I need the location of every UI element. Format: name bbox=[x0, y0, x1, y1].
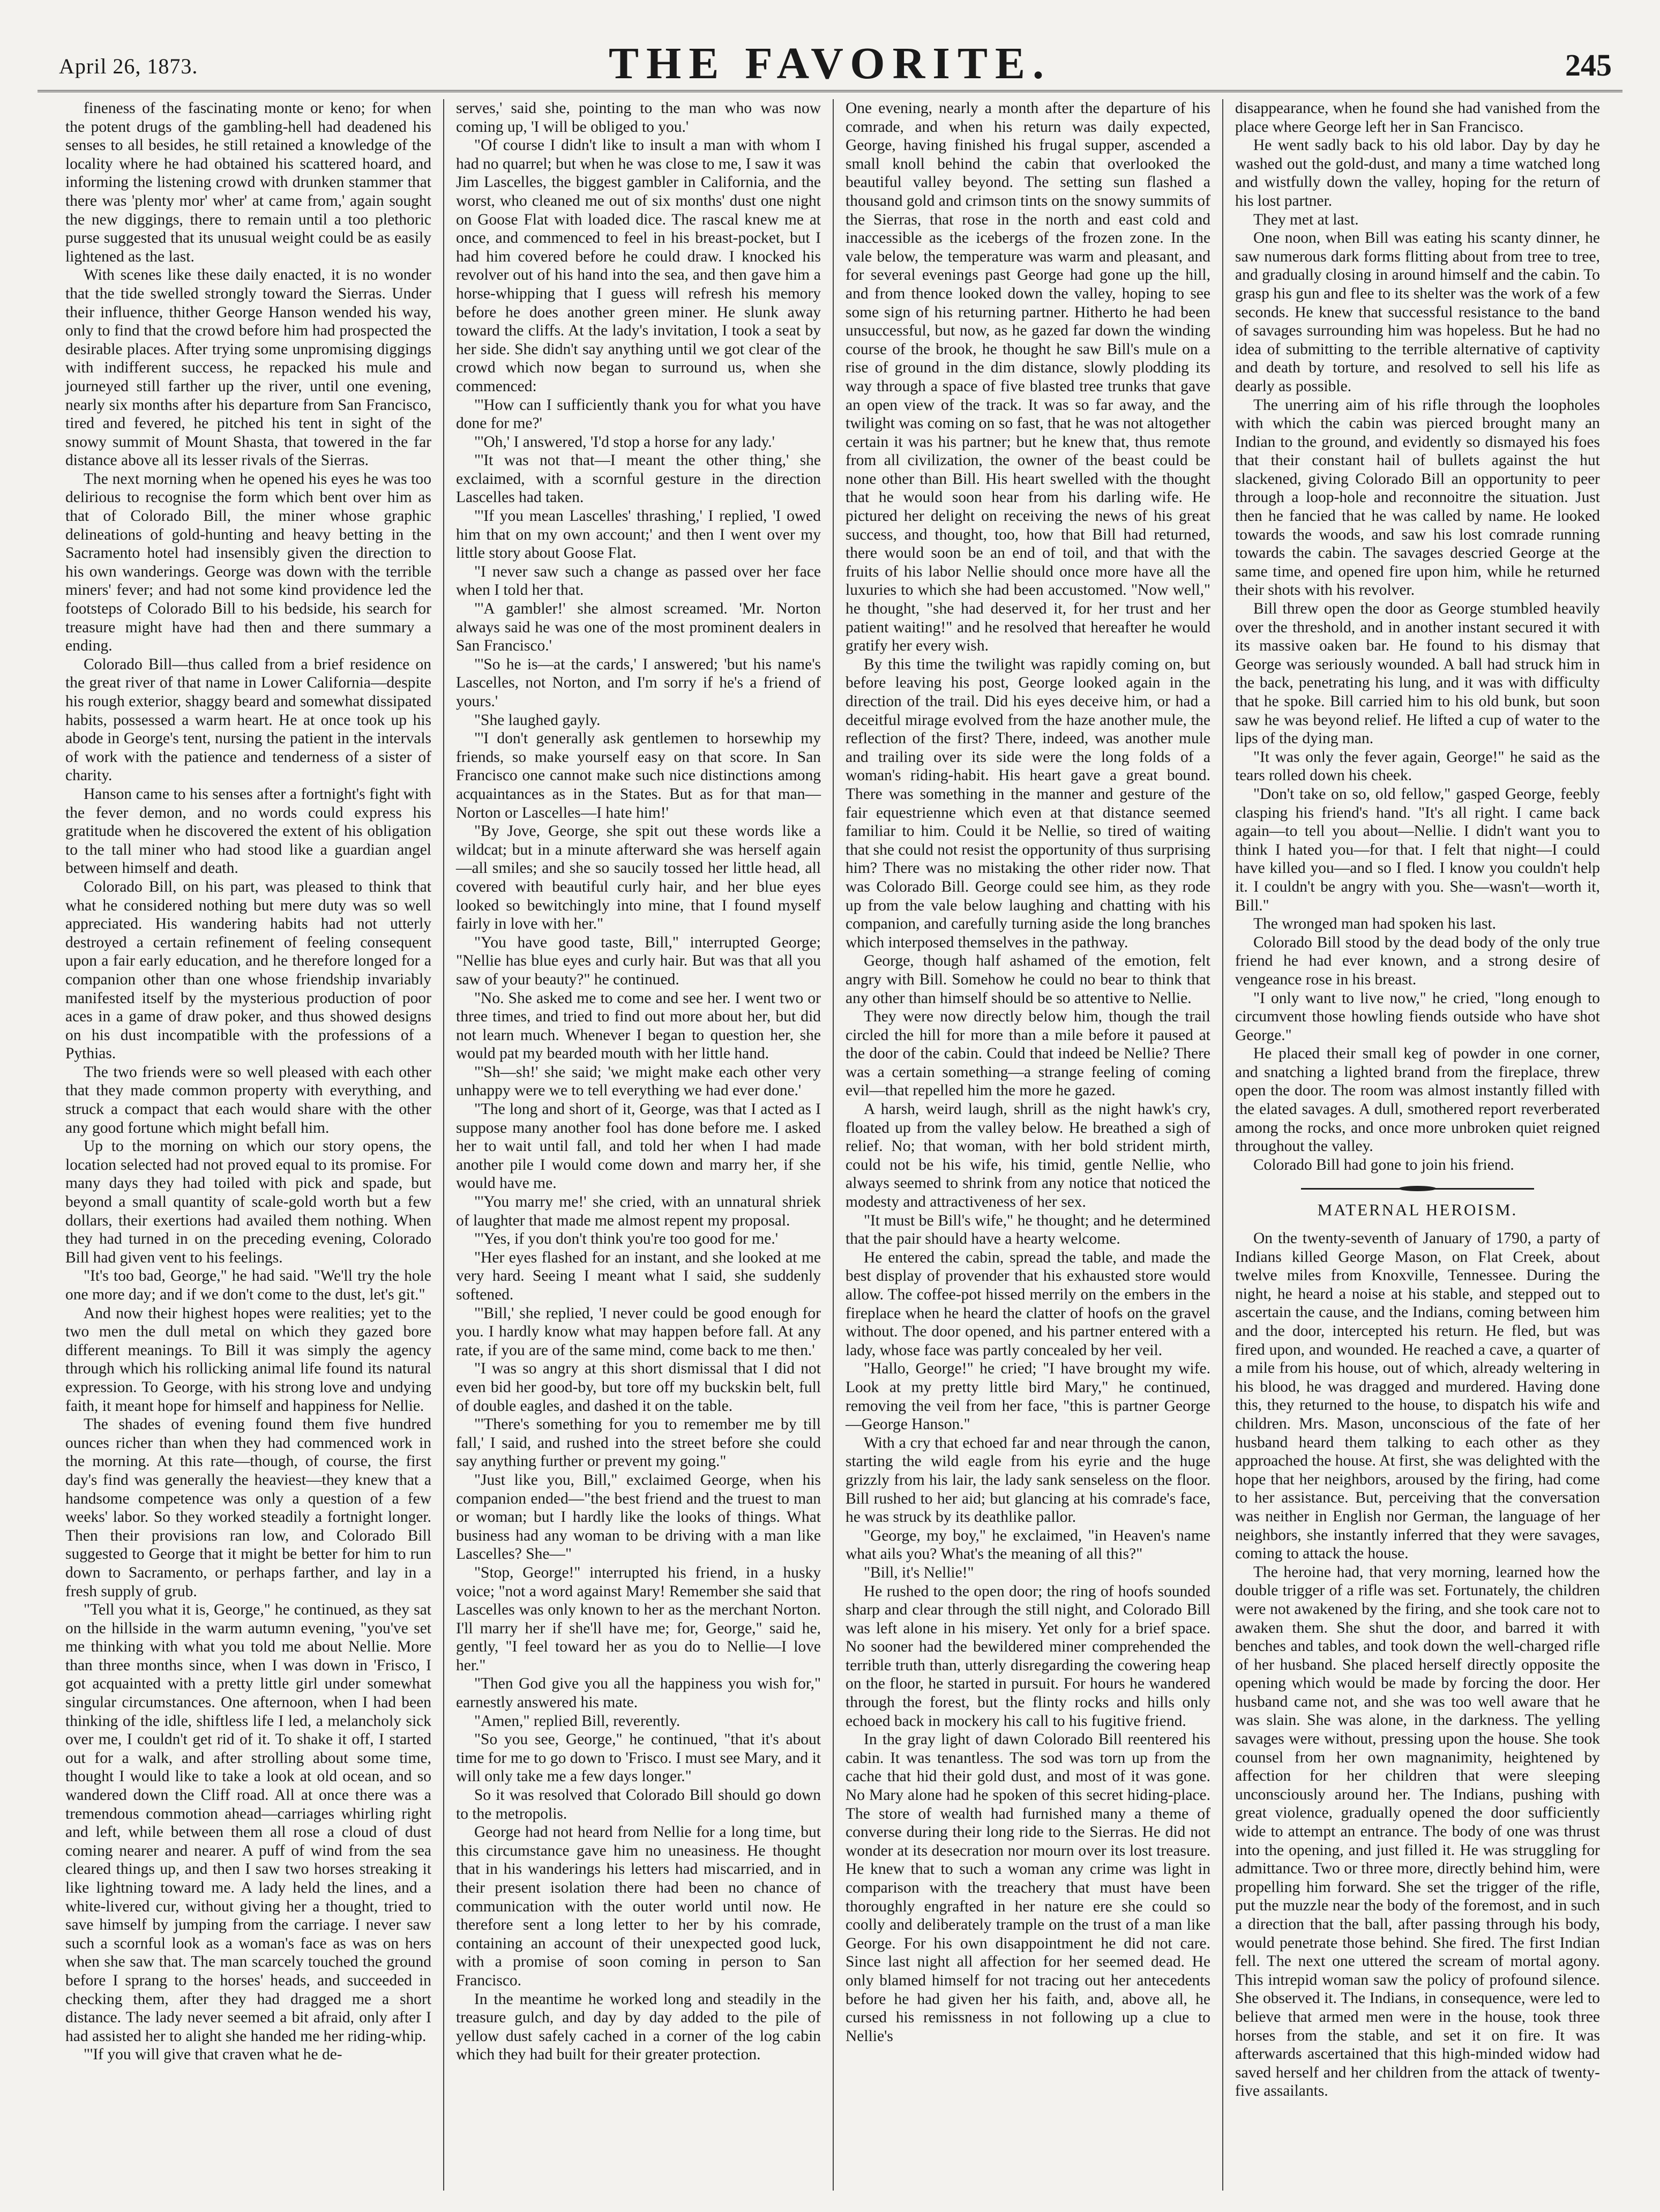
story-paragraph: "'If you will give that craven what he de- bbox=[84, 2046, 342, 2064]
story-paragraph: He placed their small keg of powder in one corner, and snatching a lighted brand from the fireplace, threw open the door. The room was almost instantly filled with the elated savages. A dull, smothered report reverberated among the rocks, and once more unbroken quiet reigned throughout the valley. bbox=[1235, 1045, 1600, 1155]
story-paragraph: "I never saw such a change as passed over her face when I told her that. bbox=[456, 563, 821, 599]
story-paragraph: The wronged man had spoken his last. bbox=[1253, 915, 1497, 933]
story-paragraph: "Of course I didn't like to insult a man with whom I had no quarrel; but when he was close to me, I saw it was Jim Lascelles, the biggest gambler in California, and the worst, who cleaned me out of six months' dust one night on Goose Flat with loaded dice. The rascal knew me at once, and commenced to feel in his breast-pocket, but I had him covered before he could draw. I knocked his revolver out of his hand into the sea, and then gave him a horse-whipping that I guess will refresh his memory before he does another green miner. He slunk away toward the cliffs. At the lady's invitation, I took a seat by her side. She didn't say anything until we got clear of the crowd which now began to surround us, when she commenced: bbox=[456, 137, 821, 395]
story-paragraph: Colorado Bill—thus called from a brief residence on the great river of that name in Lower California—despite his rough exterior, shaggy beard and somewhat dissipated habits, possessed a warm heart. He at once took up his abode in George's tent, nursing the patient in the intervals of work with the patience and tenderness of a sister of charity. bbox=[65, 655, 431, 784]
story-paragraph: "'So he is—at the cards,' I answered; 'but his name's Lascelles, not Norton, and I'm sorry if he's a friend of yours.' bbox=[456, 655, 821, 710]
story-paragraph: "So you see, George," he continued, "that it's about time for me to go down to 'Frisco. I must see Mary, and it will only take me a few days longer." bbox=[456, 1731, 821, 1785]
story-paragraph: "I only want to live now," he cried, "long enough to circumvent those howling fiends outside who have shot George." bbox=[1235, 989, 1600, 1044]
story-paragraph: "By Jove, George, she spit out these words like a wildcat; but in a minute afterward she was herself again—all smiles; and she so saucily tossed her little head, all covered with beautiful curly hair, and her blue eyes looked so bewitchingly into mine, that I found myself fairly in love with her." bbox=[456, 823, 821, 933]
issue-date: April 26, 1873. bbox=[59, 54, 198, 78]
story-paragraph: The unerring aim of his rifle through the loopholes with which the cabin was pierced brought many an Indian to the ground, and evidently so dismayed his foes that their constant hail of bullets against the hut slackened, giving Colorado Bill an opportunity to peer through a loop-hole and reconnoitre the situation. Just then he fancied that he was called by name. He looked towards the woods, and saw his lost comrade running towards the cabin. The savages descried George at the same time, and opened fire upon him, while he returned their shots with his revolver. bbox=[1235, 396, 1600, 599]
story-paragraph: A harsh, weird laugh, shrill as the night hawk's cry, floated up from the valley below. He breathed a sigh of relief. No; that woman, with her bold strident mirth, could not be his wife, his timid, gentle Nellie, who always seemed to shrink from any notice that noticed the modesty and attractiveness of her sex. bbox=[846, 1101, 1210, 1211]
story-paragraph: "I was so angry at this short dismissal that I did not even bid her good-by, but tore off my buckskin belt, full of double eagles, and dashed it on the table. bbox=[456, 1360, 821, 1415]
story-paragraph: Hanson came to his senses after a fortnight's fight with the fever demon, and no words could express his gratitude when he discovered the extent of his obligation to the tall miner who had stood like a guardian angel between himself and death. bbox=[65, 785, 431, 877]
story-paragraph: "George, my boy," he exclaimed, "in Heaven's name what ails you? What's the meaning of all this?" bbox=[846, 1527, 1210, 1563]
story-paragraph: "Don't take on so, old fellow," gasped George, feebly clasping his friend's hand. "It's all right. I came back again—to tell you about—Nellie. I didn't want you to think I hated you—for that. I felt that night—I could have killed you—and so I fled. I know you couldn't help it. I couldn't be angry with you. She—wasn't—worth it, Bill." bbox=[1235, 785, 1600, 914]
story-paragraph: George, though half ashamed of the emotion, felt angry with Bill. Somehow he could no bear to think that any other than himself should be so attentive to Nellie. bbox=[846, 952, 1210, 1007]
story-paragraph: With scenes like these daily enacted, it is no wonder that the tide swelled strongly toward the Sierras. Under their influence, thither George Hanson wended his way, only to find that the crowd before him had prospected the desirable places. After trying some unpromising diggings with indifferent success, he repacked his mule and journeyed still farther up the river, until one evening, nearly six months after his departure from San Francisco, tired and fevered, he pitched his tent in sight of the snowy summit of Mount Shasta, that towered in the far distance above all its lesser rivals of the Sierras. bbox=[65, 266, 431, 469]
page-number: 245 bbox=[1565, 48, 1612, 83]
text-column-1 bbox=[54, 99, 443, 2191]
story-paragraph: By this time the twilight was rapidly coming on, but before leaving his post, George looked again in the direction of the trail. Did his eyes deceive him, or had a deceitful mirage evolved from the haze another mule, the reflection of the first? There, indeed, was another mule and trailing over its side were the long folds of a woman's riding-habit. His heart gave a great bound. There was something in the manner and gesture of the fair equestrienne which even at that distance seemed familiar to him. Could it be Nellie, so tired of waiting that she could not resist the opportunity of thus surprising him? There was no mistaking the other rider now. That was Colorado Bill. George could see him, as they rode up from the vale below laughing and chatting with his companion, and carefully turning aside the long branches which interposed themselves in the pathway. bbox=[846, 655, 1210, 951]
story-paragraph: "'Oh,' I answered, 'I'd stop a horse for any lady.' bbox=[474, 433, 775, 451]
story-paragraph: Up to the morning on which our story opens, the location selected had not proved equal to its promise. For many days they had toiled with pick and spade, but beyond a small quantity of scale-gold worth but a few dollars, their exertions had availed them nothing. When they had turned in on the preceding evening, Colorado Bill had given vent to his feelings. bbox=[65, 1138, 431, 1266]
story-paragraph: One noon, when Bill was eating his scanty dinner, he saw numerous dark forms flitting about from tree to tree, and gradually closing in around himself and the cabin. To grasp his gun and flee to its shelter was the work of a few seconds. He knew that successful resistance to the band of savages surrounding him was hopeless. But he had no idea of submitting to the terrible alternative of captivity and death by torture, and resolved to sell his life as dearly as possible. bbox=[1235, 229, 1600, 395]
story-paragraph: "Stop, George!" interrupted his friend, in a husky voice; "not a word against Mary! Remember she said that Lascelles was only known to her as the merchant Norton. I'll marry her if she'll have me; for, George," said he, gently, "I feel toward her as you do to Nellie—I love her." bbox=[456, 1564, 821, 1674]
story-paragraph: "'Sh—sh!' she said; 'we might make each other very unhappy were we to tell everything we had ever done.' bbox=[456, 1063, 821, 1100]
story-paragraph: "'How can I sufficiently thank you for what you have done for me?' bbox=[456, 396, 821, 432]
story-paragraph: serves,' said she, pointing to the man who was now coming up, 'I will be obliged to you.' bbox=[456, 100, 821, 136]
story-paragraph: With a cry that echoed far and near through the canon, starting the wild eagle from his eyrie and the huge grizzly from his lair, the lady sank senseless on the floor. Bill rushed to her aid; but glancing at his comrade's face, he was struck by its deathlike pallor. bbox=[846, 1434, 1210, 1526]
text-column-3 bbox=[833, 99, 1222, 2191]
story-paragraph: "It was only the fever again, George!" he said as the tears rolled down his cheek. bbox=[1235, 748, 1600, 784]
story-paragraph: He entered the cabin, spread the table, and made the best display of provender that his exhausted store would allow. The coffee-pot hissed merrily on the embers in the fireplace when he heard the clatter of hoofs on the gravel without. The door opened, and his partner entered with a lady, whose face was partly concealed by her veil. bbox=[846, 1249, 1210, 1359]
text-column-4 bbox=[1222, 99, 1612, 2191]
article-title: MATERNAL HEROISM. bbox=[1317, 1200, 1518, 1220]
story-paragraph: "'You marry me!' she cried, with an unnatural shriek of laughter that made me almost repent my proposal. bbox=[456, 1193, 821, 1229]
story-paragraph: "Tell you what it is, George," he continued, as they sat on the hillside in the warm autumn evening, "you've set me thinking with what you told me about Nellie. More than three months since, when I was down in 'Frisco, I got acquainted with a pretty little girl under somewhat singular circumstances. One afternoon, when I had been thinking of the idle, shiftless life I led, a melancholy sick over me, I couldn't get rid of it. To shake it off, I started out for a walk, and after strolling about some time, thought I would like to take a look at old ocean, and so wandered down the Cliff road. All at once there was a tremendous commotion ahead—carriages whirling right and left, while between them all rose a cloud of dust coming nearer and nearer. A puff of wind from the sea cleared things up, and then I saw two horses streaking it like lightning toward me. A lady held the lines, and a white-livered cur, without giving her a thought, tried to save himself by jumping from the carriage. I never saw such a scornful look as a woman's face as was on hers when she saw that. The man scarcely touched the ground before I sprang to the horses' heads, and succeeded in checking them, after they had dragged me a short distance. The lady never seemed a bit afraid, only after I had assisted her to alight she handed me her riding-whip. bbox=[65, 1601, 431, 2045]
story-paragraph: "'It was not that—I meant the other thing,' she exclaimed, with a scornful gesture in the direction Lascelles had taken. bbox=[456, 452, 821, 506]
story-paragraph: The shades of evening found them five hundred ounces richer than when they had commenced work in the morning. At this rate—though, of course, the first day's find was generally the heaviest—they knew that a handsome competence was only a question of a few weeks' labor. So they worked steadily a fortnight longer. Then their provisions ran low, and Colorado Bill suggested to George that it might be better for him to run down to Sacramento, or perhaps farther, and lay in a fresh supply of grub. bbox=[65, 1416, 431, 1600]
story-paragraph: fineness of the fascinating monte or keno; for when the potent drugs of the gambling-hell had deadened his senses to all besides, he still retained a knowledge of the locality where he had obtained his scattered hoard, and informing the listening crowd with drunken stammer that there was 'plenty mor' wher' at came from,' again sought the new diggings, there to remain until a too plethoric purse suggested that its unusual weight could be as easily lightened as the last. bbox=[65, 100, 431, 265]
story-paragraph: disappearance, when he found she had vanished from the place where George left her in San Francisco. bbox=[1235, 100, 1600, 136]
story-paragraph: "She laughed gayly. bbox=[474, 711, 601, 729]
text-column-2 bbox=[443, 99, 833, 2191]
story-paragraph: So it was resolved that Colorado Bill should go down to the metropolis. bbox=[456, 1787, 821, 1822]
story-paragraph: He went sadly back to his old labor. Day by day he washed out the gold-dust, and many a time watched long and wistfully down the valley, hoping for the return of his lost partner. bbox=[1235, 137, 1600, 210]
story-paragraph: "'Bill,' she replied, 'I never could be good enough for you. I hardly know what may happen before fall. At any rate, if you are of the same mind, come back to me then.' bbox=[456, 1304, 821, 1359]
story-paragraph: And now their highest hopes were realities; yet to the two men the dull metal on which they gazed bore different meanings. To Bill it was simply the agency through which his rollicking animal life found its natural expression. To George, with his strong love and undying faith, it meant hope for himself and happiness for Nellie. bbox=[65, 1304, 431, 1415]
story-paragraph: "'A gambler!' she almost screamed. 'Mr. Norton always said he was one of the most prominent dealers in San Francisco.' bbox=[456, 600, 821, 655]
story-paragraph: Colorado Bill had gone to join his friend. bbox=[1253, 1156, 1514, 1174]
story-paragraph: George had not heard from Nellie for a long time, but this circumstance gave him no uneasiness. He thought that in his wanderings his letters had miscarried, and in their present isolation there had been no chance of communication with the outer world until now. He therefore sent a long letter to her by his comrade, containing an account of their unexpected good luck, with a promise of soon coming in person to San Francisco. bbox=[456, 1824, 821, 1989]
story-paragraph: "Bill, it's Nellie!" bbox=[864, 1564, 974, 1581]
story-paragraph: Bill threw open the door as George stumbled heavily over the threshold, and in another instant secured it with its massive oaken bar. He found to his dismay that George was seriously wounded. A ball had struck him in the back, penetrating his lung, and it was with difficulty that he spoke. Bill carried him to his old bunk, but soon saw he was beyond relief. He lifted a cup of water to the lips of the dying man. bbox=[1235, 600, 1600, 748]
article-divider bbox=[1301, 1186, 1535, 1191]
story-paragraph: They met at last. bbox=[1253, 211, 1359, 228]
story-paragraph: "It's too bad, George," he had said. "We'll try the hole one more day; and if we don't come to the dust, let's git." bbox=[65, 1267, 431, 1303]
story-paragraph: "Then God give you all the happiness you wish for," earnestly answered his mate. bbox=[456, 1675, 821, 1712]
story-paragraph: "You have good taste, Bill," interrupted George; "Nellie has blue eyes and curly hair. But was that all you saw of your beauty?" he continued. bbox=[456, 933, 821, 988]
story-paragraph: "It must be Bill's wife," he thought; and he determined that the pair should have a hearty welcome. bbox=[846, 1212, 1210, 1248]
story-paragraph: In the gray light of dawn Colorado Bill reentered his cabin. It was tenantless. The sod was torn up from the cache that hid their gold dust, and most of it was gone. No Mary alone had he spoken of this secret hiding-place. The store of wealth had furnished many a theme of converse during their long ride to the Sierras. He did not wonder at its desecration nor mourn over its lost treasure. He knew that to such a woman any crime was light in comparison with the treachery that must have been thoroughly engrafted in her nature ere she could so coolly and deliberately trample on the trust of a man like George. For his own disappointment he did not care. Since last night all affection for her seemed dead. He only blamed himself for not tracing out her antecedents before he had given her his faith, and, above all, he cursed his remissness in not following up a clue to Nellie's bbox=[846, 1731, 1210, 2045]
story-paragraph: Colorado Bill, on his part, was pleased to think that what he considered nothing but mere duty was so well appreciated. His wandering habits had not utterly destroyed a certain refinement of feeling consequent upon a fair early education, and he therefore longed for a companion other than one whose friendship invariably manifested itself by the mysterious production of poor aces in a game of draw poker, and thus showed designs on his dust incompatible with the professions of a Pythias. bbox=[65, 878, 431, 1063]
story-paragraph: "'I don't generally ask gentlemen to horsewhip my friends, so make yourself easy on that score. In San Francisco one cannot make such nice distinctions among acquaintances as in the States. But as for that man—Norton or Lascelles—I hate him!' bbox=[456, 730, 821, 821]
story-paragraph: "Amen," replied Bill, reverently. bbox=[474, 1712, 681, 1730]
article-paragraph: The heroine had, that very morning, learned how the double trigger of a rifle was set. Fortunately, the children were not awakened by the firing, and she took care not to awaken them. She shut the door, and barred it with benches and tables, and took down the well-charged rifle of her husband. She placed herself directly opposite the opening which would be made by forcing the door. Her husband came not, and she was too well aware that he was slain. She was alone, in the darkness. The yelling savages were without, pressing upon the house. She took counsel from her own magnanimity, heightened by affection for her children that were sleeping unconsciously around her. The Indians, pushing with great violence, gradually opened the door sufficiently wide to attempt an entrance. The body of one was thrust into the opening, and just filled it. He was struggling for admittance. Two or three more, directly behind him, were propelling him forward. She set the trigger of the rifle, put the muzzle near the body of the foremost, and in such a direction that the ball, after passing through his body, would penetrate those behind. She fired. The first Indian fell. The next one uttered the scream of mortal agony. This intrepid woman saw the policy of profound silence. She observed it. The Indians, in consequence, were led to believe that armed men were in the house, took three horses from the stable, and set it on fire. It was afterwards ascertained that this high-minded widow had saved herself and her children from the attack of twenty-five assailants. bbox=[1235, 1563, 1600, 2100]
article-paragraph: On the twenty-seventh of January of 1790, a party of Indians killed George Mason, on Flat Creek, about twelve miles from Knoxville, Tennessee. During the night, he heard a noise at his stable, and stepped out to ascertain the cause, and the Indians, coming between him and the door, intercepted his return. He fled, but was fired upon, and wounded. He reached a cave, a quarter of a mile from his house, out of which, already weltering in his blood, he was dragged and murdered. Having done this, they returned to the house, to dispatch his wife and children. Mrs. Mason, unconscious of the fate of her husband heard them talking to each other as they approached the house. At first, she was delighted with the hope that her neighbors, aroused by the firing, had come to her assistance. But, perceiving that the conversation was neither in English nor German, the language of her neighbors, she instantly inferred that they were savages, coming to attack the house. bbox=[1235, 1230, 1600, 1563]
story-paragraph: "No. She asked me to come and see her. I went two or three times, and tried to find out more about her, but did not learn much. Whenever I began to question her, she would pat my bearded mouth with her little hand. bbox=[456, 989, 821, 1063]
story-paragraph: "'There's something for you to remember me by till fall,' I said, and rushed into the street before she could say anything further or prevent my going." bbox=[456, 1416, 821, 1470]
page-header bbox=[38, 32, 1622, 91]
story-paragraph: Colorado Bill stood by the dead body of the only true friend he had ever known, and a strong desire of vengeance rose in his breast. bbox=[1235, 933, 1600, 988]
story-paragraph: One evening, nearly a month after the departure of his comrade, and when his return was daily expected, George, having finished his frugal supper, ascended a small knoll behind the cabin that overlooked the beautiful valley beyond. The setting sun flashed a thousand gold and crimson tints on the snowy summits of the Sierras, that rose in the north and east cold and inaccessible as the icebergs of the frozen zone. In the vale below, the temperature was warm and pleasant, and for several evenings past George had gone up the hill, and from thence looked down the valley, hoping to see some sign of his returning partner. Hitherto he had been unsuccessful, but now, as he gazed far down the winding course of the brook, he thought he saw Bill's mule on a rise of ground in the dim distance, slowly plodding its way through a space of five blasted tree trunks that gave an open view of the track. It was so far away, and the twilight was coming on so fast, that he was not altogether certain it was his partner; but he knew that, thus remote from all civilization, the owner of the beast could be none other than Bill. His heart swelled with the thought that he would soon hear from his darling wife. He pictured her delight on receiving the news of his great success, and thought, too, how that Bill had returned, there would soon be an end of toil, and that with the fruits of his labor Nellie should once more have all the luxuries to which she had been accustomed. "Now well," he thought, "she had deserved it, for her trust and her patient waiting!" and he resolved that hereafter he would gratify her every wish. bbox=[846, 100, 1210, 655]
story-paragraph: "Just like you, Bill," exclaimed George, when his companion ended—"the best friend and the truest to man or woman; but I hardly like the looks of things. What business had any woman to be driving with a man like Lascelles? She—" bbox=[456, 1471, 821, 1563]
story-paragraph: In the meantime he worked long and steadily in the treasure gulch, and day by day added to the pile of yellow dust safely cached in a corner of the log cabin which they had built for their greater protection. bbox=[456, 1990, 821, 2064]
story-paragraph: He rushed to the open door; the ring of hoofs sounded sharp and clear through the still night, and Colorado Bill was left alone in his misery. Yet only for a brief space. No sooner had the bewildered miner comprehended the terrible truth than, utterly disregarding the cowering heap on the floor, he started in pursuit. For hours he wandered through the forest, but the flinty rocks and hills only echoed back in mockery his call to his fugitive friend. bbox=[846, 1582, 1210, 1730]
story-paragraph: "'Yes, if you don't think you're too good for me.' bbox=[474, 1230, 779, 1248]
masthead-title: THE FAVORITE. bbox=[608, 39, 1052, 88]
story-paragraph: "'If you mean Lascelles' thrashing,' I replied, 'I owed him that on my own account;' and then I went over my little story about Goose Flat. bbox=[456, 507, 821, 562]
story-paragraph: The two friends were so well pleased with each other that they made common property with everything, and struck a compact that each would share with the other any good fortune which might befall him. bbox=[65, 1063, 431, 1137]
story-paragraph: "The long and short of it, George, was that I acted as I suppose many another fool has done before me. I asked her to wait until fall, and told her when I had made another pile I would come down and marry her, if she would have me. bbox=[456, 1101, 821, 1192]
story-paragraph: "Hallo, George!" he cried; "I have brought my wife. Look at my pretty little bird Mary," he continued, removing the veil from her face, "this is partner George—George Hanson." bbox=[846, 1360, 1210, 1433]
story-paragraph: They were now directly below him, though the trail circled the hill for more than a mile before it paused at the door of the cabin. Could that indeed be Nellie? There was a certain something—a strange feeling of coming evil—that repelled him the more he gazed. bbox=[846, 1008, 1210, 1100]
story-paragraph: The next morning when he opened his eyes he was too delirious to recognise the form which bent over him as that of Colorado Bill, the miner whose graphic delineations of gold-hunting and heavy betting in the Sacramento hotel had insensibly given the direction to his own wanderings. George was down with the terrible miners' fever; and had not some kind providence led the footsteps of Colorado Bill to his bedside, his search for treasure might have had then and there summary a ending. bbox=[65, 470, 431, 655]
text-columns bbox=[54, 99, 1612, 2191]
header-rule bbox=[38, 90, 1622, 92]
story-paragraph: "Her eyes flashed for an instant, and she looked at me very hard. Seeing I meant what I said, she suddenly softened. bbox=[456, 1249, 821, 1303]
